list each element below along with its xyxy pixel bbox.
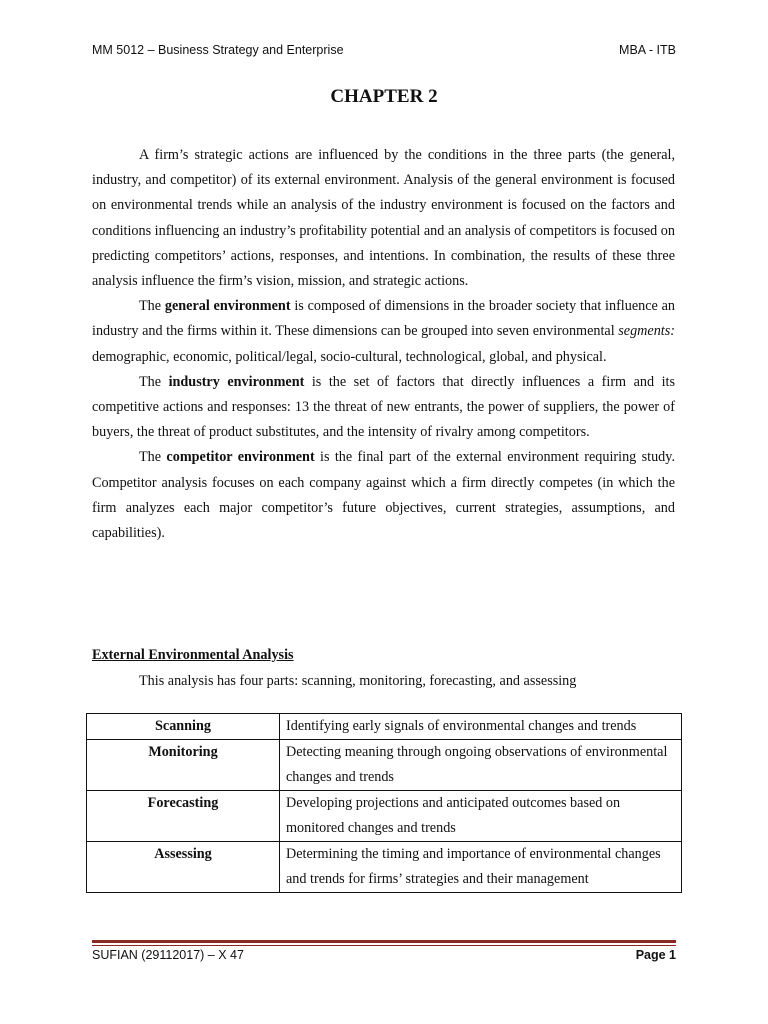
table-row bbox=[87, 791, 682, 842]
header-program: MBA - ITB bbox=[619, 43, 676, 57]
header-course: MM 5012 – Business Strategy and Enterprise bbox=[92, 43, 344, 57]
footer-divider-thin bbox=[92, 945, 676, 946]
competitor-environment-term: competitor environment bbox=[166, 449, 315, 466]
competitor-environment-paragraph: The competitor environment is the final part of the external environment requiring study. Competitor analysis focuses on each company against which a firm directly competes (in which the firm analyzes each major competitor’s future objectives, current strategies, assumptions, and capabilities). bbox=[92, 449, 675, 542]
section-intro: This analysis has four parts: scanning, monitoring, forecasting, and assessing bbox=[139, 673, 577, 689]
stage-name: Assessing bbox=[87, 842, 280, 893]
footer-author: SUFIAN (29112017) – X 47 bbox=[92, 948, 244, 962]
segments-term: segments: bbox=[618, 323, 675, 340]
industry-environment-term: industry environment bbox=[168, 373, 305, 390]
footer-divider bbox=[92, 940, 676, 943]
stage-name: Monitoring bbox=[87, 740, 280, 791]
general-environment-term: general environment bbox=[164, 298, 291, 315]
stage-description: Developing projections and anticipated outcomes based on monitored changes and trends bbox=[280, 791, 682, 842]
table-row bbox=[87, 714, 682, 740]
page-number: Page 1 bbox=[635, 948, 676, 962]
stage-name: Scanning bbox=[87, 714, 280, 740]
analysis-stages-table bbox=[86, 713, 682, 893]
intro-paragraph: A firm’s strategic actions are influenced by the conditions in the three parts (the general, industry, and competitor) of its external environment. Analysis of the general environment is focused on environmental trends while an analysis of the industry environment is focused on the factors and conditions influencing an industry’s profitability potential and an analysis of competitors is focused on predicting competitors’ actions, responses, and intentions. In combination, the results of these three analysis influence the firm’s vision, mission, and strategic actions. bbox=[92, 147, 675, 290]
body-text bbox=[92, 143, 675, 546]
table-row bbox=[87, 842, 682, 893]
industry-environment-paragraph: The industry environment is the set of factors that directly influences a firm and its competitive actions and responses: 13 the threat of new entrants, the power of suppliers, the power of buyers, the threat of product substitutes, and the intensity of rivalry among competitors. bbox=[92, 373, 675, 441]
general-environment-paragraph: The general environment is composed of dimensions in the broader society that influence an industry and the firms within it. These dimensions can be grouped into seven environmental segments: demographic, economic, political/legal, socio-cultural, technological, global, and physical. bbox=[92, 298, 676, 365]
stage-description: Identifying early signals of environmental changes and trends bbox=[280, 714, 682, 740]
table-row bbox=[87, 740, 682, 791]
chapter-title: CHAPTER 2 bbox=[330, 86, 438, 107]
stage-description: Detecting meaning through ongoing observations of environmental changes and trends bbox=[280, 740, 682, 791]
stage-description: Determining the timing and importance of environmental changes and trends for firms’ strategies and their management bbox=[280, 842, 682, 893]
section-heading: External Environmental Analysis bbox=[92, 647, 294, 663]
stage-name: Forecasting bbox=[87, 791, 280, 842]
running-header bbox=[92, 43, 676, 57]
running-footer bbox=[92, 948, 676, 962]
